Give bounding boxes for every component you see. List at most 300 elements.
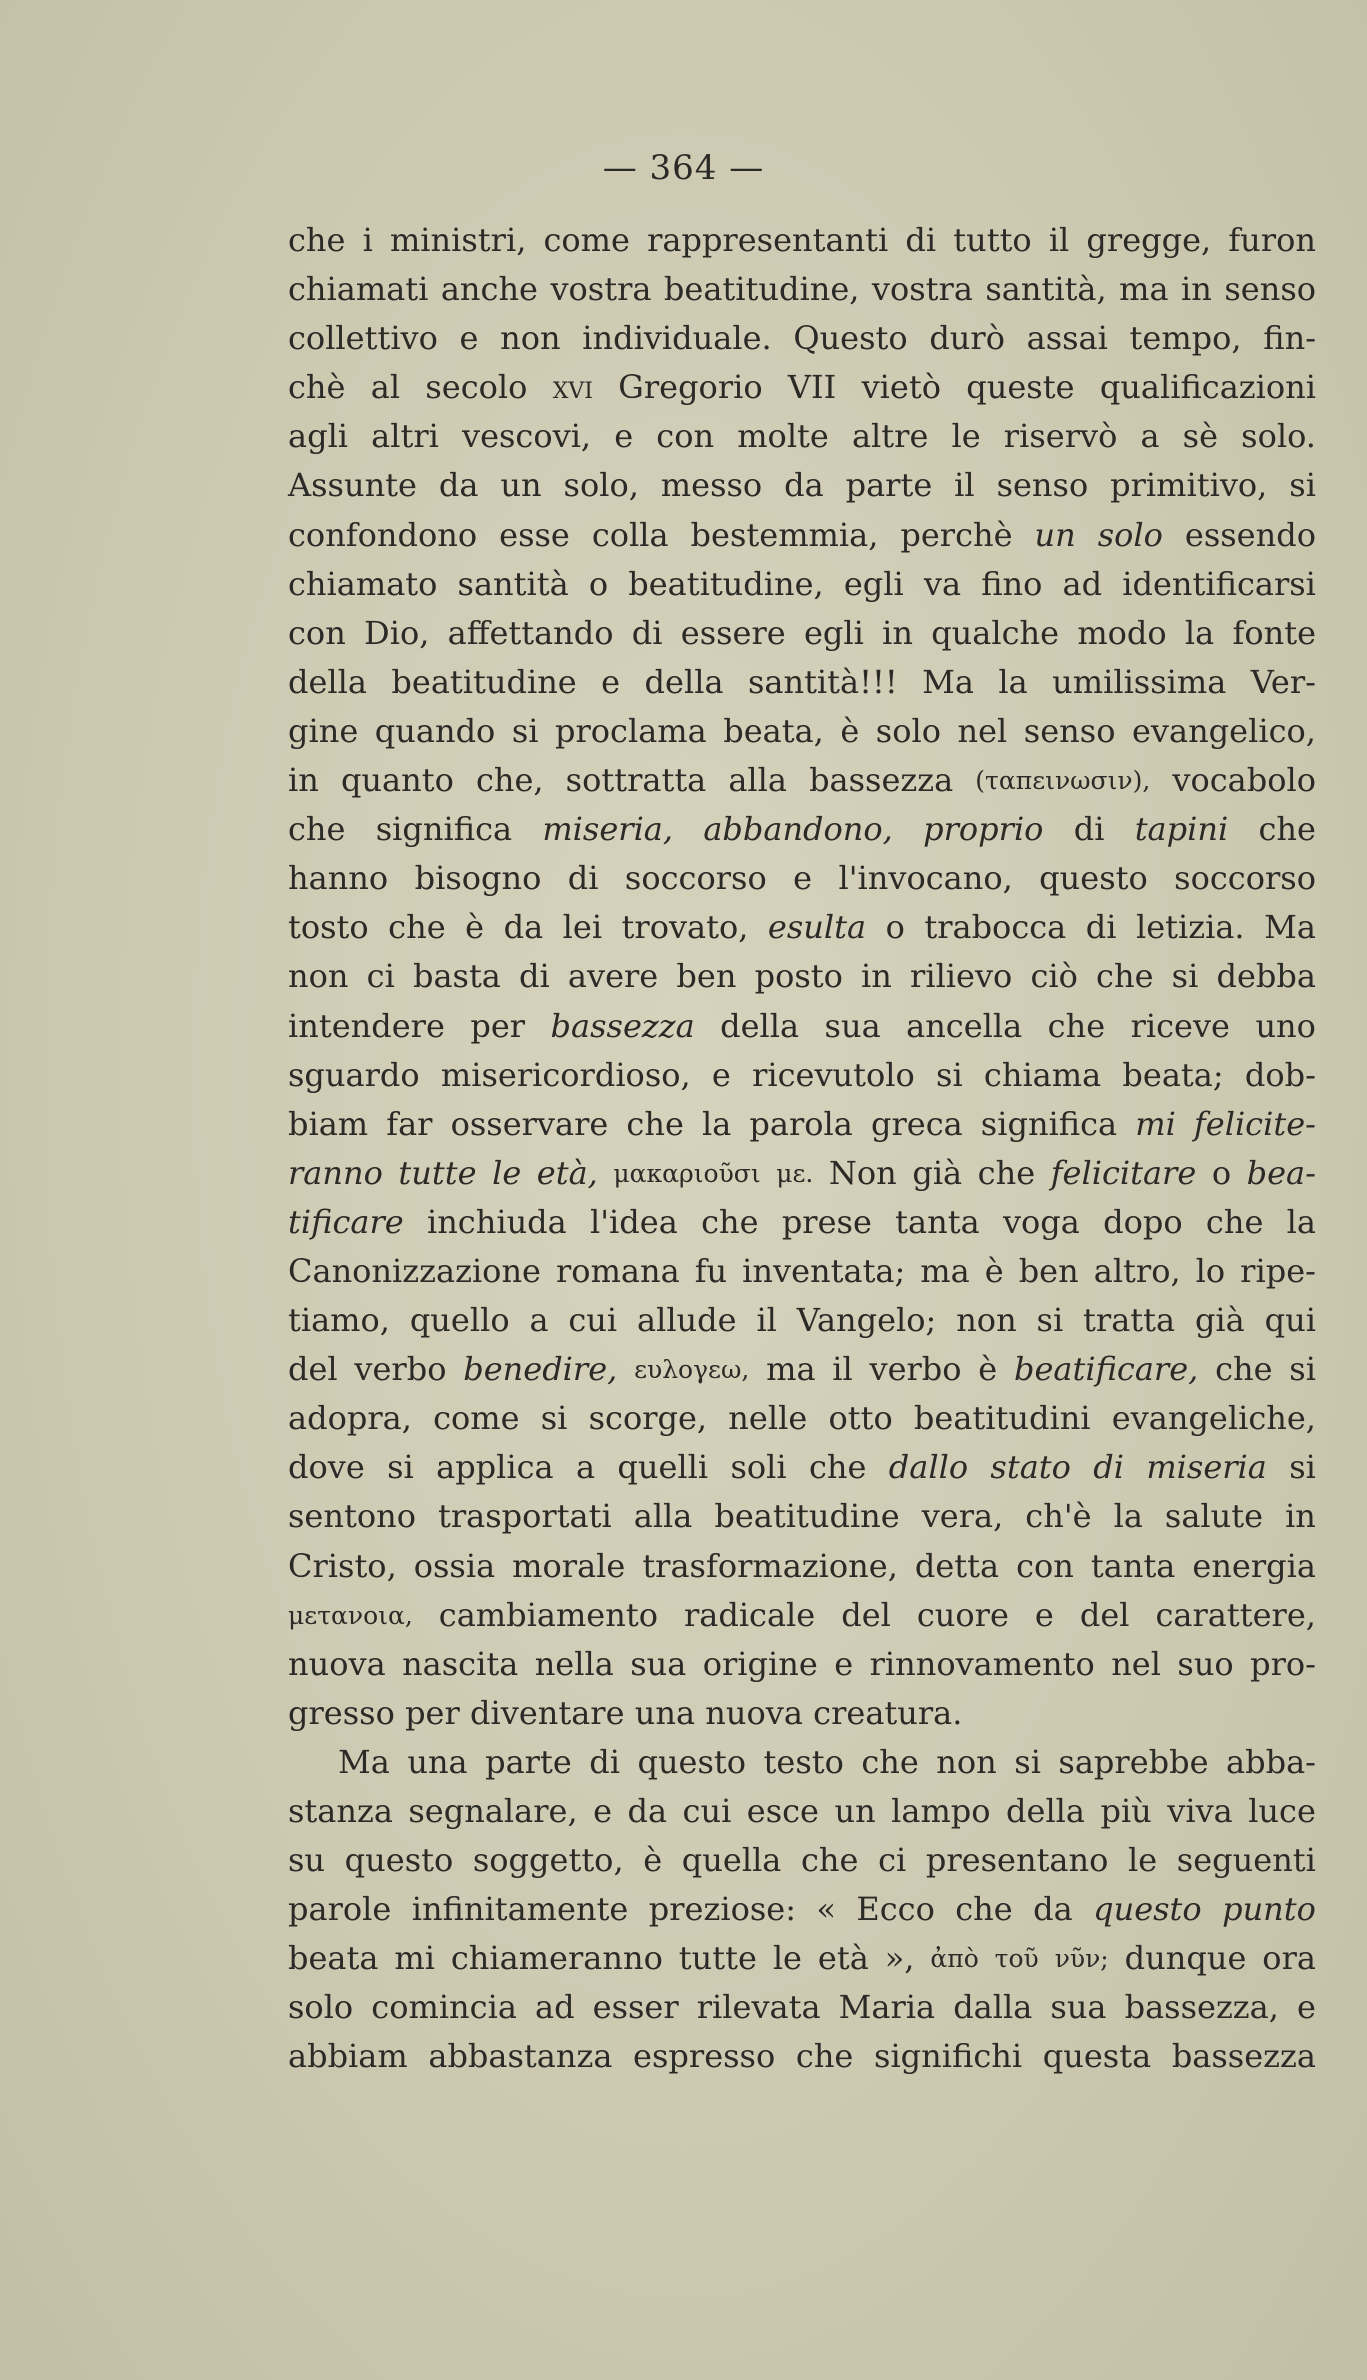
word: della — [1006, 1792, 1085, 1830]
word: e — [793, 859, 813, 898]
word: e — [834, 1644, 854, 1683]
word: primitivo, — [1110, 466, 1268, 505]
word: collettivo — [288, 319, 438, 358]
word: quando — [374, 711, 496, 750]
text-line — [288, 265, 1316, 314]
word: questo — [1093, 1890, 1202, 1929]
word: chè — [288, 368, 346, 407]
word: lei — [562, 908, 603, 947]
word: che — [288, 221, 346, 259]
word: otto — [828, 1399, 893, 1438]
word: rinnovamento — [869, 1644, 1095, 1683]
word: quella — [681, 1841, 782, 1880]
word: che — [977, 1153, 1036, 1192]
word: ch'è — [1025, 1497, 1092, 1536]
word: e — [614, 417, 634, 456]
text-line — [288, 1934, 1316, 1983]
word: comincia — [371, 1988, 517, 2027]
word: uno — [1255, 1006, 1316, 1045]
text-line — [288, 216, 1316, 265]
text-line — [288, 1149, 1316, 1198]
word: della — [288, 662, 367, 701]
word: carattere, — [1155, 1595, 1316, 1634]
word: da — [503, 908, 544, 947]
word: cui — [568, 1301, 618, 1340]
word: egli — [803, 613, 864, 652]
word: luce — [1248, 1792, 1316, 1830]
word: Questo — [793, 319, 908, 358]
word: il — [1048, 221, 1070, 259]
word: xvi — [552, 368, 593, 407]
word: nelle — [728, 1399, 808, 1438]
word: avere — [567, 957, 659, 996]
word: μακαριοῦσι — [613, 1158, 761, 1188]
word: già — [912, 1153, 963, 1192]
word: che — [795, 2037, 854, 2076]
word: del — [841, 1595, 891, 1634]
word: far — [386, 1104, 433, 1143]
word: με. — [776, 1158, 814, 1188]
text-line — [288, 560, 1316, 609]
word: significa — [980, 1104, 1118, 1143]
word: senso — [996, 466, 1089, 505]
word: messo — [660, 466, 763, 505]
word: le — [951, 417, 981, 456]
word: e — [601, 662, 621, 701]
word: chiameranno — [450, 1939, 663, 1978]
word: pro- — [1250, 1644, 1316, 1683]
word: sua — [630, 1644, 687, 1683]
text-line — [288, 1640, 1316, 1689]
word: anche — [440, 270, 538, 309]
word: chiamato — [288, 564, 438, 603]
word: che — [701, 1202, 759, 1241]
word: intendere — [288, 1006, 445, 1045]
word: gresso — [288, 1693, 395, 1732]
word: chiamati — [288, 270, 429, 309]
word: soccorso — [1174, 859, 1316, 898]
word: ciò — [1030, 957, 1078, 996]
word: in — [288, 761, 319, 800]
text-line — [288, 1247, 1316, 1296]
word: sè — [1182, 417, 1219, 456]
word: radicale — [683, 1595, 816, 1634]
word: lo — [1195, 1251, 1226, 1290]
word: i — [362, 221, 373, 259]
word: che — [808, 1448, 867, 1487]
word: in — [1181, 270, 1212, 309]
word: Ver- — [1250, 662, 1316, 701]
word: dunque — [1124, 1939, 1247, 1978]
word: abbandono, — [703, 810, 893, 849]
word: quanto — [340, 761, 454, 800]
word: suo — [1177, 1644, 1234, 1683]
word: che, — [475, 761, 544, 800]
word: da — [1033, 1890, 1073, 1929]
word: nascita — [402, 1644, 519, 1683]
word: con — [1016, 1546, 1074, 1585]
word: durò — [929, 319, 1005, 358]
text-line — [288, 1738, 1316, 1787]
word: in — [882, 613, 913, 652]
word: che — [1258, 810, 1316, 849]
word: seguenti — [1176, 1841, 1316, 1880]
word: di — [589, 1742, 620, 1781]
word: soggetto, — [472, 1841, 624, 1880]
word: il — [832, 1350, 853, 1389]
word: sua — [1050, 1988, 1107, 2027]
word: non — [956, 1301, 1017, 1340]
word: espresso — [633, 2037, 776, 2076]
word: nella — [534, 1644, 614, 1683]
word: tutte — [398, 1153, 477, 1192]
word: biam — [288, 1104, 369, 1143]
word: Non — [828, 1153, 897, 1192]
word: già — [1194, 1301, 1245, 1340]
word: solo, — [563, 466, 639, 505]
text-line — [288, 1394, 1316, 1443]
word: e — [1034, 1595, 1054, 1634]
word: abbastanza — [428, 2037, 613, 2076]
word: non — [936, 1742, 997, 1781]
word: si — [1036, 1301, 1064, 1340]
word: beata; — [1122, 1055, 1224, 1094]
word: abbiam — [288, 2037, 408, 2076]
word: salute — [1164, 1497, 1264, 1536]
word: di — [1093, 1448, 1124, 1487]
word: di — [519, 957, 550, 996]
word: il — [954, 466, 975, 505]
word: beatitudini — [913, 1399, 1091, 1438]
word: rilevata — [696, 1988, 821, 2027]
text-line — [288, 1542, 1316, 1591]
text-line — [288, 805, 1316, 854]
word: cui — [682, 1792, 732, 1830]
word: esce — [746, 1792, 819, 1830]
word: la — [998, 662, 1028, 701]
word: riceve — [1130, 1006, 1230, 1045]
word: origine — [702, 1644, 818, 1683]
text-line — [288, 854, 1316, 903]
word: ci — [366, 957, 395, 996]
text-line — [288, 1836, 1316, 1885]
word: nuova — [705, 1693, 803, 1732]
word: tosto — [288, 908, 369, 947]
word: (ταπεινωσιν), — [975, 766, 1151, 796]
word: umilissima — [1052, 662, 1227, 701]
word: proprio — [923, 810, 1044, 849]
word: è — [643, 1841, 663, 1880]
word: prese — [781, 1202, 872, 1241]
word: », — [884, 1939, 915, 1978]
word: per — [470, 1006, 526, 1045]
word: qualificazioni — [1099, 368, 1316, 407]
word: o — [588, 564, 609, 603]
word: che — [1096, 957, 1154, 996]
word: quello — [409, 1301, 510, 1340]
word: e — [459, 319, 479, 358]
word: lampo — [891, 1792, 991, 1830]
word: soli — [730, 1448, 787, 1487]
word: tutte — [678, 1939, 757, 1978]
word: santità — [457, 564, 569, 603]
word: con — [288, 613, 346, 652]
word: verbo — [869, 1350, 962, 1389]
word: in — [1285, 1497, 1316, 1536]
word: felicite- — [1193, 1104, 1316, 1143]
word: a — [575, 1448, 596, 1487]
word: punto — [1222, 1890, 1316, 1929]
word: vera, — [921, 1497, 1004, 1536]
word: la — [1113, 1497, 1143, 1536]
word: τοῦ — [994, 1944, 1039, 1974]
word: solo — [288, 1988, 354, 2027]
word: Dio, — [364, 613, 430, 652]
word: si — [387, 1448, 414, 1487]
word: gregge, — [1086, 221, 1212, 259]
word: abba- — [1226, 1742, 1316, 1781]
word: che — [861, 1742, 919, 1781]
text-line — [288, 1002, 1316, 1051]
word: qui — [1264, 1301, 1316, 1340]
word: adopra, — [288, 1399, 412, 1438]
word: bisogno — [414, 859, 542, 898]
word: per — [405, 1693, 460, 1732]
word: non — [500, 319, 561, 358]
text-line — [288, 314, 1316, 363]
word: l'invocano, — [838, 859, 1013, 898]
word: inchiuda — [426, 1202, 567, 1241]
text-line — [288, 1051, 1316, 1100]
word: tempo, — [1129, 319, 1242, 358]
word: tanta — [895, 1202, 980, 1241]
word: posto — [754, 957, 843, 996]
word: presentano — [925, 1841, 1109, 1880]
word: letizia. — [1135, 908, 1245, 947]
word: beata, — [723, 711, 824, 750]
word: la — [1184, 613, 1215, 652]
word: « — [816, 1890, 836, 1929]
word: stanza — [288, 1792, 393, 1830]
word: ben — [676, 957, 737, 996]
word: segnalare, — [408, 1792, 578, 1830]
word: e — [1297, 1988, 1316, 2027]
word: che — [388, 908, 446, 947]
word: cuore — [916, 1595, 1009, 1634]
word: miseria, — [542, 810, 674, 849]
word: la — [1286, 1202, 1316, 1241]
word: questo — [1039, 859, 1148, 898]
text-line — [288, 1983, 1316, 2032]
word: altro, — [1093, 1251, 1181, 1290]
word: Canonizzazione — [288, 1251, 541, 1290]
word: colla — [591, 515, 669, 554]
word: alla — [728, 761, 787, 800]
word: altre — [851, 417, 929, 456]
word: si — [1014, 1742, 1041, 1781]
word: a — [529, 1301, 549, 1340]
word: furon — [1228, 221, 1316, 259]
word: Ecco — [856, 1890, 935, 1929]
word: sottratta — [565, 761, 707, 800]
word: qualche — [931, 613, 1060, 652]
word: rappresentanti — [647, 221, 889, 259]
word: testo — [763, 1742, 844, 1781]
word: ma — [920, 1251, 970, 1290]
word: vescovi, — [461, 417, 592, 456]
word: stato — [990, 1448, 1071, 1487]
word: significa — [375, 810, 513, 849]
word: egli — [843, 564, 904, 603]
word: Ma — [338, 1742, 390, 1781]
word: tanta — [1090, 1546, 1176, 1585]
word: ma — [766, 1350, 816, 1389]
body-text — [288, 216, 1316, 2082]
word: al — [370, 368, 401, 407]
word: ευλογεω, — [634, 1355, 750, 1385]
word: una — [407, 1742, 468, 1781]
word: osservare — [450, 1104, 609, 1143]
word: bassezza, — [1124, 1988, 1279, 2027]
word: inventata; — [742, 1251, 906, 1290]
word: del — [288, 1350, 338, 1389]
word: evangelico, — [1131, 711, 1316, 750]
word: felicitare — [1050, 1153, 1197, 1192]
word: sentono — [288, 1497, 416, 1536]
word: un — [834, 1792, 876, 1830]
word: più — [1100, 1792, 1152, 1830]
word: senso — [1224, 270, 1316, 309]
word: beatitudine, — [663, 270, 860, 309]
word: di — [1085, 908, 1117, 947]
word: con — [656, 417, 715, 456]
text-line — [288, 707, 1316, 756]
word: ma — [1119, 270, 1169, 309]
word: trasportati — [437, 1497, 612, 1536]
word: parte — [845, 466, 933, 505]
word: assai — [1026, 319, 1108, 358]
word: esser — [592, 1988, 679, 2027]
word: trabocca — [924, 908, 1067, 947]
word: tiamo, — [288, 1301, 390, 1340]
text-line — [288, 903, 1316, 952]
text-line — [288, 1591, 1316, 1640]
word: soccorso — [624, 859, 767, 898]
text-line — [288, 1443, 1316, 1492]
word: Gregorio — [618, 368, 763, 407]
word: Ma — [922, 662, 974, 701]
word: sguardo — [288, 1055, 420, 1094]
word: senso — [1023, 711, 1116, 750]
word: μετανοια, — [288, 1600, 413, 1630]
word: dalla — [953, 1988, 1033, 2027]
word: e — [711, 1055, 731, 1094]
text-line — [288, 1100, 1316, 1149]
word: saprebbe — [1058, 1742, 1209, 1781]
word: un — [1034, 515, 1076, 554]
word: beata — [288, 1939, 379, 1978]
word: la — [702, 1104, 732, 1143]
word: va — [923, 564, 962, 603]
word: essendo — [1184, 515, 1316, 554]
word: della — [720, 1006, 800, 1045]
word: le — [492, 1153, 522, 1192]
word: fino — [981, 564, 1043, 603]
text-line — [288, 363, 1316, 412]
word: il — [756, 1301, 777, 1340]
word: dob- — [1244, 1055, 1316, 1094]
word: gine — [288, 711, 359, 750]
word: parole — [288, 1890, 392, 1929]
word: verbo — [354, 1350, 447, 1389]
word: ripe- — [1240, 1251, 1316, 1290]
word: solo — [875, 711, 941, 750]
word: bassezza — [809, 761, 954, 800]
word: che — [1047, 1006, 1106, 1045]
word: che — [1205, 1202, 1264, 1241]
word: cambiamento — [438, 1595, 658, 1634]
word: alla — [633, 1497, 693, 1536]
word: le — [772, 1939, 802, 1978]
word: esulta — [767, 908, 867, 947]
word: infinitamente — [411, 1890, 629, 1929]
word: diventare — [470, 1693, 625, 1732]
word: identificarsi — [1122, 564, 1316, 603]
word: che — [626, 1104, 684, 1143]
word: νῦν; — [1054, 1944, 1109, 1974]
text-line — [288, 952, 1316, 1001]
word: VII — [787, 368, 837, 407]
word: secolo — [425, 368, 528, 407]
word: significhi — [874, 2037, 1023, 2076]
word: fonte — [1232, 613, 1316, 652]
word: età — [817, 1939, 869, 1978]
word: solo. — [1241, 417, 1316, 456]
text-line — [288, 609, 1316, 658]
word: vostra — [871, 270, 973, 309]
word: del — [1079, 1595, 1130, 1634]
word: dopo — [1103, 1202, 1183, 1241]
word: essere — [680, 613, 786, 652]
text-line — [288, 1492, 1316, 1541]
word: vocabolo — [1172, 761, 1316, 800]
word: una — [634, 1693, 696, 1732]
word: molte — [737, 417, 829, 456]
word: tapini — [1134, 810, 1229, 849]
word: evangeliche, — [1111, 1399, 1316, 1438]
word: ranno — [288, 1153, 383, 1192]
word: ci — [878, 1841, 907, 1880]
word: vostra — [550, 270, 652, 309]
word: hanno — [288, 859, 389, 898]
word: non — [288, 957, 349, 996]
word: ad — [534, 1988, 575, 2027]
word: bassezza — [1171, 2037, 1316, 2076]
text-line — [288, 1689, 1316, 1738]
word: fin- — [1263, 319, 1316, 358]
text-line — [288, 412, 1316, 461]
word: riservò — [1003, 417, 1118, 456]
word: ben — [1018, 1251, 1079, 1290]
word: allude — [637, 1301, 737, 1340]
word: da — [784, 466, 824, 505]
word: romana — [556, 1251, 680, 1290]
word: nel — [1111, 1644, 1161, 1683]
text-line — [288, 461, 1316, 510]
word: si — [1289, 1448, 1316, 1487]
word: tratta — [1083, 1301, 1176, 1340]
word: parola — [749, 1104, 853, 1143]
